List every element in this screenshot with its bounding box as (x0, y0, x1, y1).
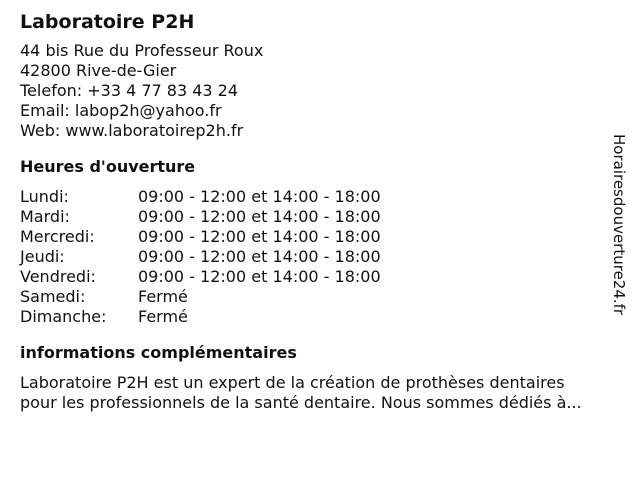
business-card (20, 10, 620, 413)
day-hours: 09:00 - 12:00 et 14:00 - 18:00 (138, 207, 381, 226)
description-line: Laboratoire P2H est un expert de la création de prothèses dentaires (20, 373, 565, 392)
business-name: Laboratoire P2H (20, 11, 195, 33)
day-label: Mercredi: (20, 227, 95, 246)
table-row (20, 307, 381, 327)
day-hours: Fermé (138, 307, 188, 326)
hours-heading: Heures d'ouverture (20, 157, 196, 176)
table-row (20, 287, 381, 307)
table-row (20, 227, 381, 247)
table-row (20, 267, 381, 287)
table-row (20, 207, 381, 227)
email: Email: labop2h@yahoo.fr (20, 101, 222, 120)
website: Web: www.laboratoirep2h.fr (20, 121, 244, 140)
day-label: Samedi: (20, 287, 86, 306)
day-hours: 09:00 - 12:00 et 14:00 - 18:00 (138, 267, 381, 286)
table-row (20, 247, 381, 267)
day-label: Jeudi: (20, 247, 65, 266)
day-hours: 09:00 - 12:00 et 14:00 - 18:00 (138, 227, 381, 246)
day-label: Mardi: (20, 207, 70, 226)
hours-table (20, 187, 381, 327)
day-hours: 09:00 - 12:00 et 14:00 - 18:00 (138, 187, 381, 206)
site-watermark: Horairesdouverture24.fr (610, 134, 628, 316)
day-hours: 09:00 - 12:00 et 14:00 - 18:00 (138, 247, 381, 266)
address-city: 42800 Rive-de-Gier (20, 61, 177, 80)
day-label: Lundi: (20, 187, 69, 206)
phone: Telefon: +33 4 77 83 43 24 (20, 81, 239, 100)
table-row (20, 187, 381, 207)
info-heading: informations complémentaires (20, 343, 297, 362)
description-line: pour les professionnels de la santé dentaire. Nous sommes dédiés à... (20, 393, 582, 412)
day-hours: Fermé (138, 287, 188, 306)
day-label: Vendredi: (20, 267, 96, 286)
day-label: Dimanche: (20, 307, 107, 326)
address-street: 44 bis Rue du Professeur Roux (20, 41, 264, 60)
